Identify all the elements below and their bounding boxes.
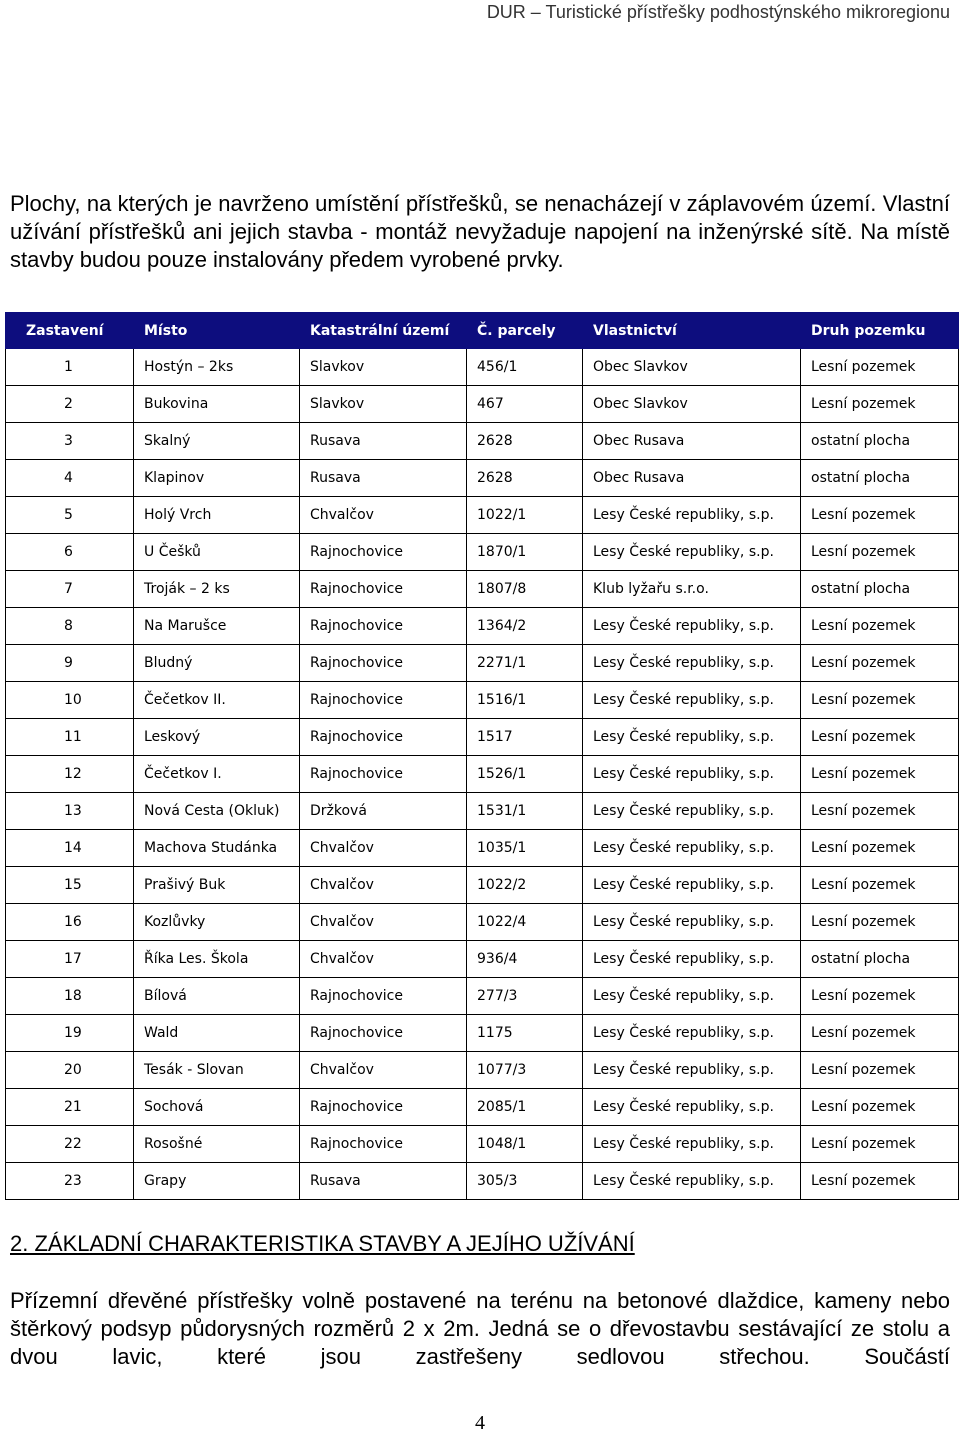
table-cell-cislo-parcely: 1048/1 [467, 1126, 583, 1163]
table-cell-zastaveni: 8 [6, 608, 134, 645]
table-cell-vlastnictvi: Lesy České republiky, s.p. [583, 645, 801, 682]
table-cell-zastaveni: 19 [6, 1015, 134, 1052]
table-cell-druh-pozemku: Lesní pozemek [801, 867, 959, 904]
document-header-title: DUR – Turistické přístřešky podhostýnského mikroregionu [486, 2, 950, 22]
table-cell-misto: Kozlůvky [134, 904, 300, 941]
table-cell-druh-pozemku: Lesní pozemek [801, 534, 959, 571]
page-number: 4 [475, 1412, 485, 1434]
table-row [6, 719, 959, 756]
table-cell-cislo-parcely: 2628 [467, 423, 583, 460]
table-cell-druh-pozemku: Lesní pozemek [801, 978, 959, 1015]
table-cell-katastralni-uzemi: Rajnochovice [300, 719, 467, 756]
table-cell-misto: Tesák - Slovan [134, 1052, 300, 1089]
table-row [6, 941, 959, 978]
table-cell-druh-pozemku: Lesní pozemek [801, 830, 959, 867]
table-row [6, 1015, 959, 1052]
table-cell-cislo-parcely: 2085/1 [467, 1089, 583, 1126]
table-cell-druh-pozemku: ostatní plocha [801, 460, 959, 497]
section-body [10, 1287, 950, 1371]
table-cell-druh-pozemku: Lesní pozemek [801, 1015, 959, 1052]
table-row [6, 830, 959, 867]
table-cell-misto: Bílová [134, 978, 300, 1015]
table-cell-cislo-parcely: 1526/1 [467, 756, 583, 793]
table-cell-zastaveni: 14 [6, 830, 134, 867]
table-cell-cislo-parcely: 1364/2 [467, 608, 583, 645]
table-row [6, 793, 959, 830]
table-cell-cislo-parcely: 1022/2 [467, 867, 583, 904]
table-cell-vlastnictvi: Lesy České republiky, s.p. [583, 682, 801, 719]
table-cell-cislo-parcely: 1516/1 [467, 682, 583, 719]
column-header-zastaveni: Zastavení [6, 313, 134, 349]
table-cell-cislo-parcely: 1531/1 [467, 793, 583, 830]
table-row [6, 645, 959, 682]
column-header-druh-pozemku: Druh pozemku [801, 313, 959, 349]
table-row [6, 386, 959, 423]
table-cell-cislo-parcely: 1517 [467, 719, 583, 756]
table-cell-zastaveni: 23 [6, 1163, 134, 1200]
table-cell-cislo-parcely: 1077/3 [467, 1052, 583, 1089]
table-cell-zastaveni: 22 [6, 1126, 134, 1163]
table-cell-misto: Machova Studánka [134, 830, 300, 867]
table-row [6, 608, 959, 645]
table-row [6, 534, 959, 571]
table-cell-zastaveni: 18 [6, 978, 134, 1015]
table-cell-cislo-parcely: 305/3 [467, 1163, 583, 1200]
table-cell-vlastnictvi: Obec Rusava [583, 460, 801, 497]
table-cell-vlastnictvi: Lesy České republiky, s.p. [583, 830, 801, 867]
table-cell-druh-pozemku: Lesní pozemek [801, 349, 959, 386]
table-cell-druh-pozemku: ostatní plocha [801, 423, 959, 460]
table-cell-cislo-parcely: 2271/1 [467, 645, 583, 682]
table-cell-vlastnictvi: Obec Rusava [583, 423, 801, 460]
table-cell-vlastnictvi: Lesy České republiky, s.p. [583, 497, 801, 534]
table-row [6, 349, 959, 386]
table-row [6, 1052, 959, 1089]
table-cell-misto: Grapy [134, 1163, 300, 1200]
table-cell-vlastnictvi: Lesy České republiky, s.p. [583, 719, 801, 756]
table-cell-katastralni-uzemi: Chvalčov [300, 497, 467, 534]
table-cell-zastaveni: 15 [6, 867, 134, 904]
table-cell-zastaveni: 10 [6, 682, 134, 719]
table-row [6, 756, 959, 793]
table-cell-zastaveni: 12 [6, 756, 134, 793]
table-cell-katastralni-uzemi: Rajnochovice [300, 1015, 467, 1052]
table-cell-misto: Říka Les. Škola [134, 941, 300, 978]
table-cell-misto: Troják – 2 ks [134, 571, 300, 608]
table-cell-katastralni-uzemi: Rajnochovice [300, 1126, 467, 1163]
table-cell-druh-pozemku: Lesní pozemek [801, 386, 959, 423]
table-cell-zastaveni: 6 [6, 534, 134, 571]
table-cell-zastaveni: 11 [6, 719, 134, 756]
table-row [6, 571, 959, 608]
section-paragraph: Přízemní dřevěné přístřešky volně postavené na terénu na betonové dlaždice, kameny nebo štěrkový podsyp půdorysných rozměrů 2 x 2m. Jedná se o dřevostavbu sestávající ze stolu a dvou lavic, které jsou zastřešeny sedlovou střechou. Součástí [10, 1288, 950, 1369]
table-cell-katastralni-uzemi: Rajnochovice [300, 608, 467, 645]
table-cell-druh-pozemku: Lesní pozemek [801, 645, 959, 682]
table-cell-misto: U Češků [134, 534, 300, 571]
table-cell-misto: Čečetkov I. [134, 756, 300, 793]
table-cell-druh-pozemku: Lesní pozemek [801, 756, 959, 793]
table-row [6, 423, 959, 460]
table-cell-katastralni-uzemi: Rajnochovice [300, 978, 467, 1015]
table-cell-katastralni-uzemi: Rajnochovice [300, 571, 467, 608]
table-cell-zastaveni: 13 [6, 793, 134, 830]
table-cell-vlastnictvi: Lesy České republiky, s.p. [583, 1015, 801, 1052]
table-cell-katastralni-uzemi: Držková [300, 793, 467, 830]
table-cell-cislo-parcely: 1175 [467, 1015, 583, 1052]
table-cell-zastaveni: 7 [6, 571, 134, 608]
table-cell-druh-pozemku: Lesní pozemek [801, 904, 959, 941]
table-cell-misto: Wald [134, 1015, 300, 1052]
table-row [6, 978, 959, 1015]
table-cell-cislo-parcely: 467 [467, 386, 583, 423]
table-cell-druh-pozemku: Lesní pozemek [801, 1052, 959, 1089]
table-cell-misto: Hostýn – 2ks [134, 349, 300, 386]
table-cell-druh-pozemku: Lesní pozemek [801, 719, 959, 756]
table-cell-vlastnictvi: Lesy České republiky, s.p. [583, 793, 801, 830]
table-cell-druh-pozemku: Lesní pozemek [801, 793, 959, 830]
table-cell-misto: Rosošné [134, 1126, 300, 1163]
table-cell-zastaveni: 5 [6, 497, 134, 534]
table-cell-misto: Čečetkov II. [134, 682, 300, 719]
table-cell-katastralni-uzemi: Chvalčov [300, 904, 467, 941]
table-cell-misto: Prašivý Buk [134, 867, 300, 904]
table-cell-misto: Na Marušce [134, 608, 300, 645]
table-cell-cislo-parcely: 1022/1 [467, 497, 583, 534]
table-cell-vlastnictvi: Lesy České republiky, s.p. [583, 867, 801, 904]
table-cell-vlastnictvi: Lesy České republiky, s.p. [583, 608, 801, 645]
table-cell-katastralni-uzemi: Rusava [300, 423, 467, 460]
table-cell-cislo-parcely: 936/4 [467, 941, 583, 978]
table-cell-zastaveni: 3 [6, 423, 134, 460]
parcel-table [5, 312, 959, 1200]
table-cell-misto: Klapinov [134, 460, 300, 497]
table-cell-druh-pozemku: Lesní pozemek [801, 497, 959, 534]
column-header-misto: Místo [134, 313, 300, 349]
table-cell-vlastnictvi: Lesy České republiky, s.p. [583, 534, 801, 571]
table-row [6, 460, 959, 497]
column-header-cislo-parcely: Č. parcely [467, 313, 583, 349]
table-cell-vlastnictvi: Lesy České republiky, s.p. [583, 941, 801, 978]
table-cell-druh-pozemku: Lesní pozemek [801, 1126, 959, 1163]
table-cell-zastaveni: 17 [6, 941, 134, 978]
table-cell-misto: Nová Cesta (Okluk) [134, 793, 300, 830]
table-cell-misto: Bludný [134, 645, 300, 682]
table-cell-misto: Leskový [134, 719, 300, 756]
table-cell-vlastnictvi: Lesy České republiky, s.p. [583, 904, 801, 941]
table-cell-katastralni-uzemi: Chvalčov [300, 1052, 467, 1089]
table-cell-vlastnictvi: Obec Slavkov [583, 386, 801, 423]
table-cell-zastaveni: 21 [6, 1089, 134, 1126]
table-cell-misto: Sochová [134, 1089, 300, 1126]
table-cell-katastralni-uzemi: Rajnochovice [300, 756, 467, 793]
column-header-vlastnictvi: Vlastnictví [583, 313, 801, 349]
table-cell-zastaveni: 2 [6, 386, 134, 423]
table-cell-misto: Holý Vrch [134, 497, 300, 534]
table-cell-katastralni-uzemi: Slavkov [300, 349, 467, 386]
column-header-katastralni-uzemi: Katastrální území [300, 313, 467, 349]
table-header-row [6, 313, 959, 349]
table-cell-zastaveni: 1 [6, 349, 134, 386]
table-cell-katastralni-uzemi: Slavkov [300, 386, 467, 423]
section-heading: 2. ZÁKLADNÍ CHARAKTERISTIKA STAVBY A JEJÍHO UŽÍVÁNÍ [10, 1231, 635, 1256]
table-cell-misto: Skalný [134, 423, 300, 460]
table-cell-druh-pozemku: Lesní pozemek [801, 682, 959, 719]
table-cell-vlastnictvi: Lesy České republiky, s.p. [583, 1163, 801, 1200]
table-body [6, 349, 959, 1200]
table-cell-vlastnictvi: Lesy České republiky, s.p. [583, 1089, 801, 1126]
table-row [6, 682, 959, 719]
table-cell-katastralni-uzemi: Rusava [300, 1163, 467, 1200]
table-cell-druh-pozemku: Lesní pozemek [801, 608, 959, 645]
table-row [6, 497, 959, 534]
table-row [6, 904, 959, 941]
table-cell-cislo-parcely: 277/3 [467, 978, 583, 1015]
table-cell-vlastnictvi: Lesy České republiky, s.p. [583, 1126, 801, 1163]
table-cell-katastralni-uzemi: Chvalčov [300, 830, 467, 867]
table-row [6, 1089, 959, 1126]
table-cell-zastaveni: 9 [6, 645, 134, 682]
table-cell-katastralni-uzemi: Rajnochovice [300, 645, 467, 682]
table-cell-katastralni-uzemi: Rusava [300, 460, 467, 497]
table-cell-druh-pozemku: ostatní plocha [801, 941, 959, 978]
table-cell-druh-pozemku: ostatní plocha [801, 571, 959, 608]
table-cell-vlastnictvi: Lesy České republiky, s.p. [583, 1052, 801, 1089]
table-cell-katastralni-uzemi: Chvalčov [300, 867, 467, 904]
table-cell-zastaveni: 16 [6, 904, 134, 941]
table-cell-zastaveni: 4 [6, 460, 134, 497]
table-row [6, 1126, 959, 1163]
table-cell-katastralni-uzemi: Rajnochovice [300, 534, 467, 571]
table-cell-misto: Bukovina [134, 386, 300, 423]
table-cell-katastralni-uzemi: Rajnochovice [300, 1089, 467, 1126]
table-cell-druh-pozemku: Lesní pozemek [801, 1089, 959, 1126]
table-cell-vlastnictvi: Lesy České republiky, s.p. [583, 756, 801, 793]
table-cell-cislo-parcely: 2628 [467, 460, 583, 497]
table-cell-cislo-parcely: 1807/8 [467, 571, 583, 608]
table-cell-katastralni-uzemi: Chvalčov [300, 941, 467, 978]
intro-paragraph: Plochy, na kterých je navrženo umístění přístřešků, se nenacházejí v záplavovém území. Vlastní užívání přístřešků ani jejich stavba - montáž nevyžaduje napojení na inženýrské sítě. Na místě stavby budou pouze instalovány předem vyrobené prvky. [10, 191, 950, 272]
table-cell-vlastnictvi: Obec Slavkov [583, 349, 801, 386]
table-cell-cislo-parcely: 1870/1 [467, 534, 583, 571]
table-cell-vlastnictvi: Klub lyžařu s.r.o. [583, 571, 801, 608]
table-row [6, 1163, 959, 1200]
table-cell-cislo-parcely: 1022/4 [467, 904, 583, 941]
table-cell-druh-pozemku: Lesní pozemek [801, 1163, 959, 1200]
intro-section [10, 190, 950, 274]
table-cell-katastralni-uzemi: Rajnochovice [300, 682, 467, 719]
table-row [6, 867, 959, 904]
table-cell-zastaveni: 20 [6, 1052, 134, 1089]
table-cell-cislo-parcely: 456/1 [467, 349, 583, 386]
table-cell-cislo-parcely: 1035/1 [467, 830, 583, 867]
table-cell-vlastnictvi: Lesy České republiky, s.p. [583, 978, 801, 1015]
